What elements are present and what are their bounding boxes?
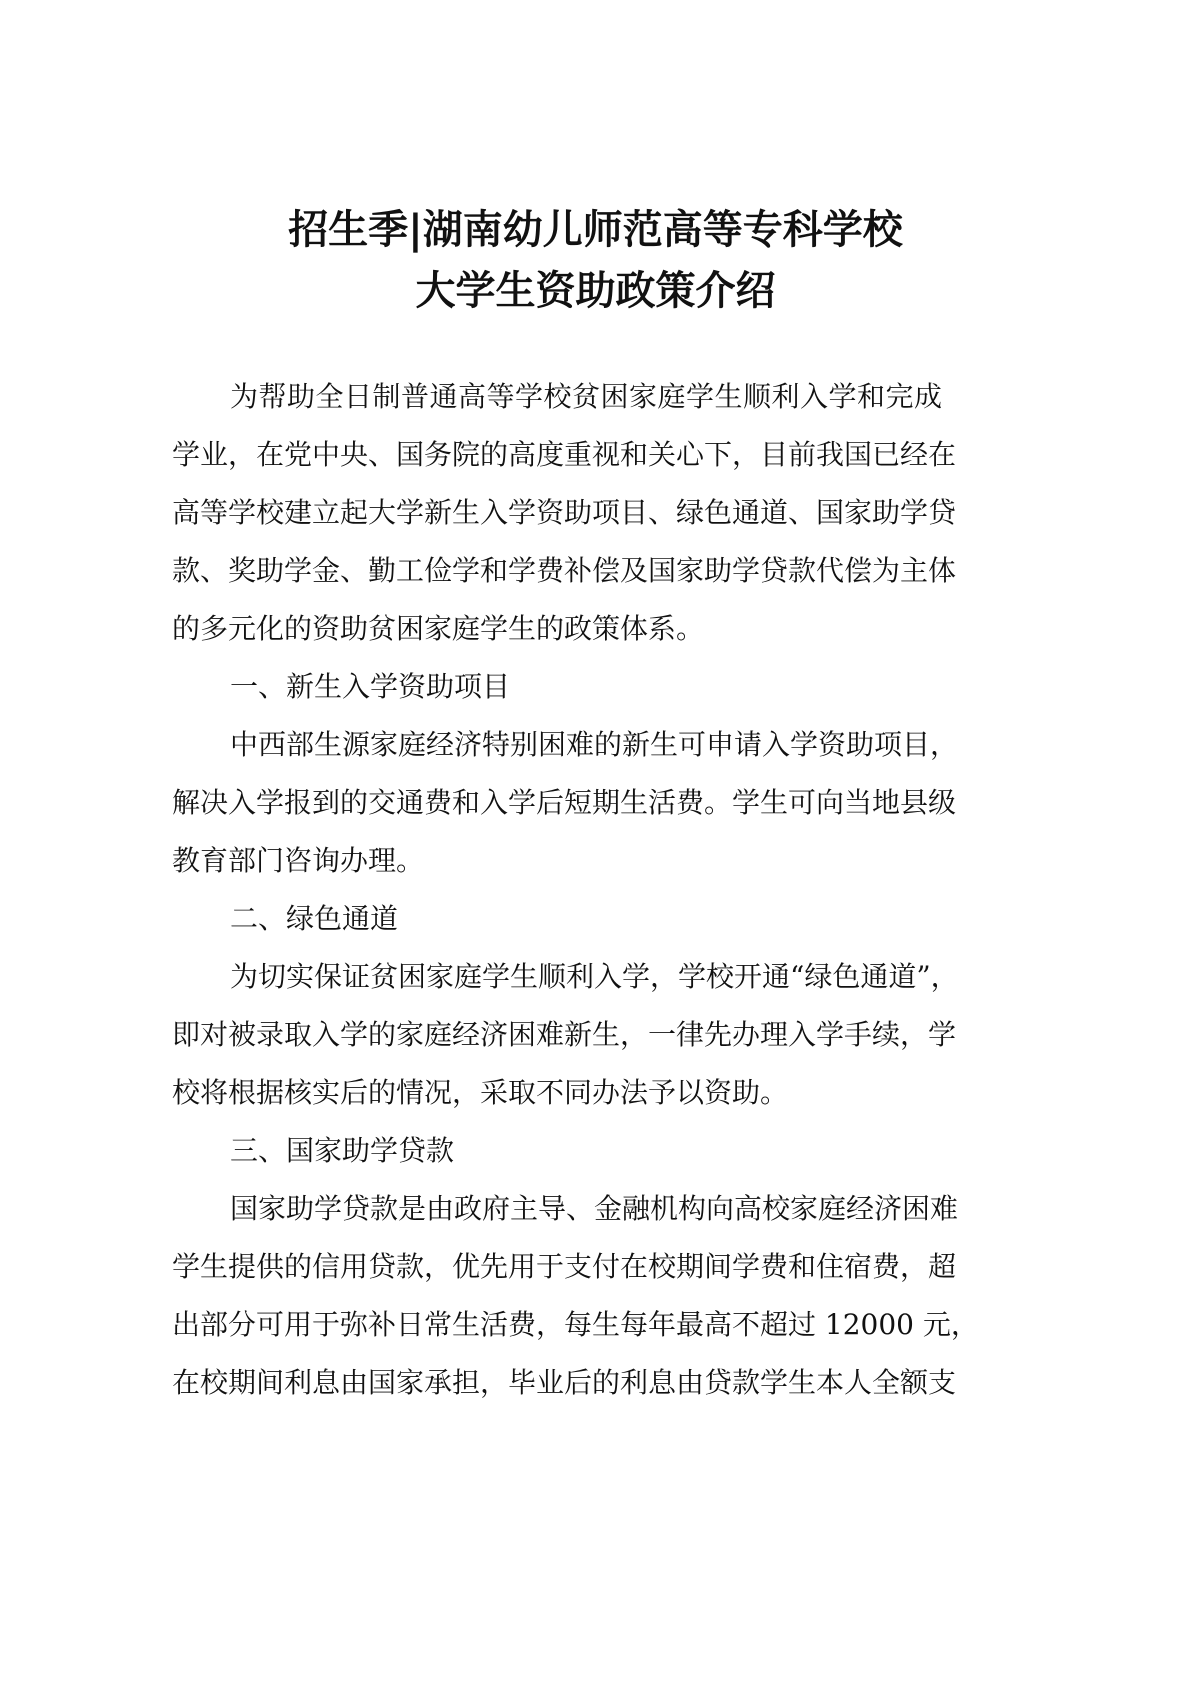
paragraph-line: 在校期间利息由国家承担，毕业后的利息由贷款学生本人全额支 (172, 1366, 957, 1399)
paragraph-line: 出部分可用于弥补日常生活费，每生每年最高不超过 12000 元， (172, 1308, 979, 1341)
paragraph-line: 学业，在党中央、国务院的高度重视和关心下，目前我国已经在 (172, 438, 957, 471)
paragraph-line: 为切实保证贫困家庭学生顺利入学，学校开通“绿色通道”， (230, 960, 959, 993)
paragraph-line: 学生提供的信用贷款，优先用于支付在校期间学费和住宿费，超 (172, 1250, 957, 1283)
paragraph-line: 中西部生源家庭经济特别困难的新生可申请入学资助项目， (230, 728, 959, 761)
document-title-line-2: 大学生资助政策介绍 (415, 268, 776, 314)
section-heading: 三、国家助学贷款 (230, 1134, 455, 1167)
paragraph-line: 为帮助全日制普通高等学校贫困家庭学生顺利入学和完成 (230, 380, 942, 413)
paragraph-line: 国家助学贷款是由政府主导、金融机构向高校家庭经济困难 (230, 1192, 959, 1225)
paragraph-line: 即对被录取入学的家庭经济困难新生，一律先办理入学手续，学 (172, 1018, 957, 1051)
document-title-line-1: 招生季|湖南幼儿师范高等专科学校 (288, 207, 903, 253)
paragraph-line: 解决入学报到的交通费和入学后短期生活费。学生可向当地县级 (172, 786, 957, 819)
document-body (172, 368, 979, 1412)
paragraph-line: 高等学校建立起大学新生入学资助项目、绿色通道、国家助学贷 (172, 496, 957, 529)
paragraph-line: 的多元化的资助贫困家庭学生的政策体系。 (172, 612, 705, 645)
paragraph-line: 校将根据核实后的情况，采取不同办法予以资助。 (172, 1076, 789, 1109)
section-heading: 二、绿色通道 (230, 902, 399, 935)
paragraph-line: 款、奖助学金、勤工俭学和学费补偿及国家助学贷款代偿为主体 (172, 554, 957, 587)
section-heading: 一、新生入学资助项目 (230, 670, 511, 703)
paragraph-line: 教育部门咨询办理。 (172, 844, 425, 877)
